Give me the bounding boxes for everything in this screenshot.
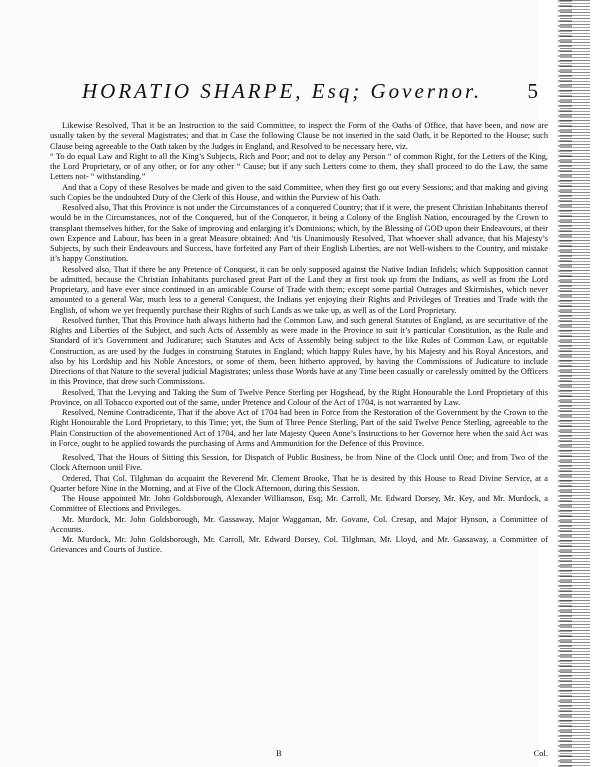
paragraph-conquered-country: Resolved also, That this Province is not under the Circumstances of a conquered Country; that if it were, the present Christian Inhabitants thereof would be in the Circumstances, not of the Conquered, but of the Conqueror, it being a Colony of the English Nation, encouraged by the Crown to transplant themselves hither, for the Sake of improving and enlarging it’s Dominions; which, by the Blessing of GOD upon their Endeavours, at their own Expence and Labour, has been in a great Measure obtained: And ’tis Unanimously Resolved, That whoever shall advance, that his Majesty’s Subjects, by such their Endeavours and Success, have forfeited any Part of their English Liberties, are not Well-wishers to the Country, and mistake it’s happy Constitution.	[50, 203, 548, 264]
paragraph-hours-of-sitting: Resolved, That the Hours of Sitting this Session, for Dispatch of Public Business, be from Nine of the Clock until One; and from Two of the Clock Afternoon until Five.	[50, 453, 548, 473]
binding-shadow	[558, 0, 572, 767]
running-header	[82, 79, 538, 107]
paragraph-common-law: Resolved further, That this Province hath always hitherto had the Common Law, and such general Statutes of England, as are securitative of the Rights and Liberties of the Subject, and such Acts of Assembly as were made in the Province to suit it’s particular Constitution, as the Rule and Standard of it’s Government and Judicature; such Statutes and Acts of Assembly being subject to the like Rules of Common Law, or equitable Construction, as are used by the Judges in construing Statutes in England; which happy Rules have, by his Majesty and his Royal Ancestors, and also by his Lordship and his Noble Ancestors, or some of them, been hitherto approved, by having the Commissions of Judicature to include Directions of that Nature to the several judicial Magistrates; unless those Words have at any Time been casually or carelessly omitted by the Officers in this Province, that drew such Commissions.	[50, 315, 548, 387]
paragraph-pretence-of-conquest: Resolved also, That if there be any Pretence of Conquest, it can be only supposed against the Native Indian Infidels; which Supposition cannot be admitted, because the Christian Inhabitants purchased great Part of the Land they at first took up from the Indians, as well as from the Lord Proprietary, and have ever since continued in an amicable Course of Trade with them; except some partial Outrages and Skirmishes, which never amounted to a general War, much less to a general Conquest, the Indians yet enjoying their Rights and Privileges of Treaties and Trade with the English, of whom we yet frequently purchase their Rights of such Lands as we take up, as well as of the Lord Proprietary.	[50, 264, 548, 315]
paragraph-nemine-contradicente: Resolved, Nemine Contradicente, That if the above Act of 1704 had been in Force from the Restoration of the Government by the Crown to the Right Honourable the Lord Proprietary, to this Time; yet, the Sum of Three Pence Sterling, Part of the said Twelve Pence Sterling, agreeable to the Plain Construction of the abovementioned Act of 1704, and her late Majesty Queen Anne’s Instructions to her Governor here when the said Act was in Force, ought to be applied towards the purchasing of Arms and Ammunition for the Defence of this Province.	[50, 408, 548, 448]
paragraph-committee-accounts: Mr. Murdock, Mr. John Goldsborough, Mr. Gassaway, Major Waggaman, Mr. Govane, Col. Cresap, and Major Hynson, a Committee of Accounts.	[50, 514, 548, 534]
catchword: Col.	[533, 748, 548, 758]
paragraph-divine-service: Ordered, That Col. Tilghman do acquaint the Reverend Mr. Clement Brooke, That he is desired by this House to Read Divine Service, at a Quarter before Nine in the Morning, and at Five of the Clock Afternoon, during this Session.	[50, 473, 548, 493]
body-text	[50, 121, 548, 556]
page-footer	[50, 748, 548, 760]
signature-mark: B	[276, 748, 282, 758]
paragraph-oath-quote: “ To do equal Law and Right to all the King’s Subjects, Rich and Poor; and not to delay any Person “ of common Right, for the Letters of the King, the Lord Proprietary, or of any other, or for any other “ Cause; but if any such Letters come to them, they shall proceed to do the Law, the same Letters not- “ withstanding.”	[50, 151, 548, 182]
running-title: HORATIO SHARPE, Esq; Governor.	[82, 79, 483, 103]
page-number: 5	[527, 79, 538, 103]
paragraph-copy-of-resolves: And that a Copy of these Resolves be made and given to the said Committee, when they first go out every Sessions; and that making and giving such Copies be the undoubted Duty of the Clerk of this House, and within the Purview of his Oath.	[50, 182, 548, 202]
paragraph-likewise-resolved: Likewise Resolved, That it be an Instruction to the said Committee, to inspect the Form of the Oaths of Office, that have been, and now are usually taken by the several Magistrates; and that in Case the following Clause be not inserted in the said Oath, it be Reported to the House; such Clause being agreeable to the Oath taken by the Judges in England, and Resolved to be necessary here, viz.	[50, 121, 548, 151]
paragraph-twelve-pence: Resolved, That the Levying and Taking the Sum of Twelve Pence Sterling per Hogshead, by the Right Honourable the Lord Proprietary of this Province, on all Tobacco exported out of the same, under Pretence and Colour of the Act of 1704, is not warranted by Law.	[50, 387, 548, 407]
paragraph-committee-grievances: Mr. Murdock, Mr. John Goldsborough, Mr. Carroll, Mr. Edward Dorsey, Col. Tilghman, Mr. Lloyd, and Mr. Gassaway, a Committee of Grievances and Courts of Justice.	[50, 535, 548, 555]
paragraph-committee-elections: The House appointed Mr. John Goldsborough, Alexander Williamson, Esq; Mr. Carroll, Mr. Edward Dorsey, Mr. Key, and Mr. Murdock, a Committee of Elections and Privileges.	[50, 494, 548, 514]
